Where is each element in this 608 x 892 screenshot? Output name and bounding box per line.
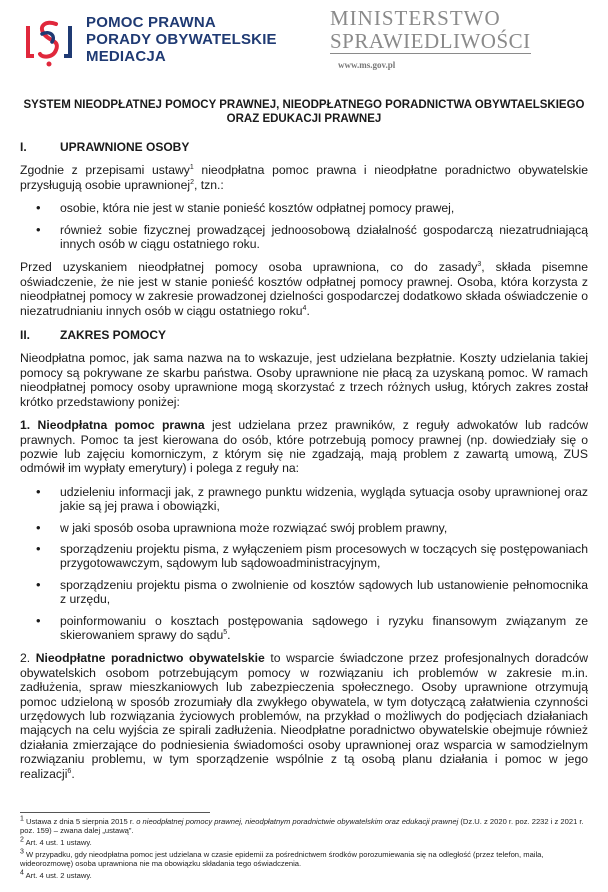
- section-2-item-2: 2. Nieodpłatne poradnictwo obywatelskie to wsparcie świadczone przez profesjonalnych doradców obywatelskich osobom potrzebującym pomocy w rozwiązaniu ich problemów w zakresie m.in. zadłużenia, spraw mieszkaniowych lub zabezpieczenia społecznego. Osoby uprawnione otrzymują pomoc udzieloną w sposób zrozumiały dla zwykłego obywatela, w tym dotyczącą załatwienia czynności urzędowych lub rozwiązania życiowych problemów, na przykład o możliwych do podjęciach działaniach mających na celu wyjścia ze spirali zadłużenia. Nieodpłatne poradnictwo obywatelskie obejmuje również działania zmierzające do podniesienia świadomości osoby uprawnionej oraz wsparcia w samodzielnym rozwiązaniu problemu, w tym sporządzenie wspólnie z tą osobą planu działania i pomoc w jego realizacji$^6$.: [20, 651, 588, 781]
- document-title: SYSTEM NIEODPŁATNEJ POMOCY PRAWNEJ, NIEODPŁATNEGO PORADNICTWA OBYWTAELSKIEGO ORAZ EDUKACJI PRAWNEJ: [23, 99, 585, 125]
- logo-wordmark: [86, 14, 277, 65]
- list-item: • sporządzeniu projektu pisma o zwolnienie od kosztów sądowych lub ustanowienie pełnomocnika z urzędu,: [20, 578, 588, 607]
- ministry-line-1: MINISTERSTWO: [330, 6, 501, 30]
- list-item: • również sobie fizycznej prowadzącej jednoosobową działalność gospodarczą niezatrudniającą innych osób w ciągu ostatniego roku.: [20, 223, 588, 252]
- list-item: • udzieleniu informacji jak, z prawnego punktu widzenia, wygląda sytuacja osoby uprawnionej oraz jakie są jej prawa i obowiązki,: [20, 485, 588, 514]
- footnote-3: $^3$ W przypadku, gdy nieodpłatna pomoc jest udzielana w czasie epidemii za pośrednictwem środków porozumiewania się na odległość (przez telefon, maila, wideorozmowę) osoba uprawniona nie ma obowiązku składania tego oświadczenia.: [20, 848, 544, 868]
- section-1-paragraph-2: Przed uzyskaniem nieodpłatnej pomocy osoba uprawniona, co do zasady$^3$, składa pisemne oświadczenie, że nie jest w stanie ponieść kosztów odpłatnej pomocy prawnej. Osoba, która korzysta z nieodpłatnej pomocy w zakresie prowadzonej dzielności gospodarczej dodatkowo składa oświadczenie o niezatrudnianiu innych osób w ciągu ostatniego roku$^4$.: [20, 260, 588, 318]
- section-1-heading: [20, 140, 588, 154]
- section-2-number: II.: [20, 328, 31, 343]
- section-2-intro: Nieodpłatna pomoc, jak sama nazwa na to wskazuje, jest udzielana bezpłatnie. Koszty udzielania takiej pomocy są pokrywane ze skarbu państwa. Osoby uprawnione nie płacą za uzyskaną pomoc. W ramach nieodpłatnej pomocy osoby uprawnione mogą skorzystać z trzech różnych usług, których zakres został krótko przedstawiony poniżej:: [20, 351, 588, 409]
- footnotes: [20, 812, 588, 883]
- ministry-line-2: SPRAWIEDLIWOŚCI: [330, 29, 531, 53]
- paragraph-logo-icon: [20, 12, 78, 70]
- document-body: [20, 94, 588, 790]
- footnote-4: $^4$ Art. 4 ust. 2 ustawy.: [20, 869, 92, 880]
- section-1-number: I.: [20, 140, 27, 154]
- ministry-url[interactable]: www.ms.gov.pl: [338, 60, 396, 70]
- page-header: [0, 0, 608, 90]
- logo-line-3: MEDIACJA: [86, 48, 166, 65]
- logo-line-2: PORADY OBYWATELSKIE: [86, 31, 277, 48]
- list-item: • poinformowaniu o kosztach postępowania sądowego i ryzyku finansowym związanym ze skierowaniem sprawy do sądu$^5$.: [20, 614, 588, 643]
- logo-line-1: POMOC PRAWNA: [86, 14, 216, 31]
- section-1-title: UPRAWNIONE OSOBY: [60, 140, 190, 154]
- section-2-item-1-list: [20, 485, 588, 643]
- list-item: • osobie, która nie jest w stanie ponieść kosztów odpłatnej pomocy prawej,: [20, 201, 588, 215]
- section-1-list: [20, 201, 588, 251]
- list-item: • sporządzeniu projektu pisma, z wyłączeniem pism procesowych w toczących się postępowaniach przygotowawczym, sądowym lub sądowoadministracyjnym,: [20, 542, 588, 571]
- section-2-item-1: 1. Nieodpłatna pomoc prawna jest udzielana przez prawników, z reguły adwokatów lub radców prawnych. Pomoc ta jest kierowana do osób, które potrzebują pomocy prawnej (np. dowiedziały się o pozwie lub zajęciu komorniczym, z którym się nie zgadzają, mają problem z zawartą umową, ZUS odmówił im wypłaty emerytury) i polega z reguły na:: [20, 418, 588, 476]
- list-item: • w jaki sposób osoba uprawniona może rozwiązać swój problem prawny,: [20, 521, 588, 535]
- section-1-intro: Zgodnie z przepisami ustawy$^1$ nieodpłatna pomoc prawna i nieodpłatne poradnictwo obywatelskie przysługują osobie uprawnionej$^2$, tzn.:: [20, 163, 588, 192]
- section-2-title: ZAKRES POMOCY: [60, 328, 167, 343]
- ministry-logo: [330, 6, 600, 70]
- footnote-2: $^2$ Art. 4 ust. 1 ustawy.: [20, 836, 92, 847]
- footnote-1: $^1$ Ustawa z dnia 5 sierpnia 2015 r. o nieodpłatnej pomocy prawnej, nieodpłatnym poradnictwie obywatelskim oraz edukacji prawnej (Dz.U. z 2020 r. poz. 2232 i z 2021 r. poz. 159) – zwana dalej „ustawą”.: [20, 815, 584, 835]
- section-2-heading: [20, 328, 588, 342]
